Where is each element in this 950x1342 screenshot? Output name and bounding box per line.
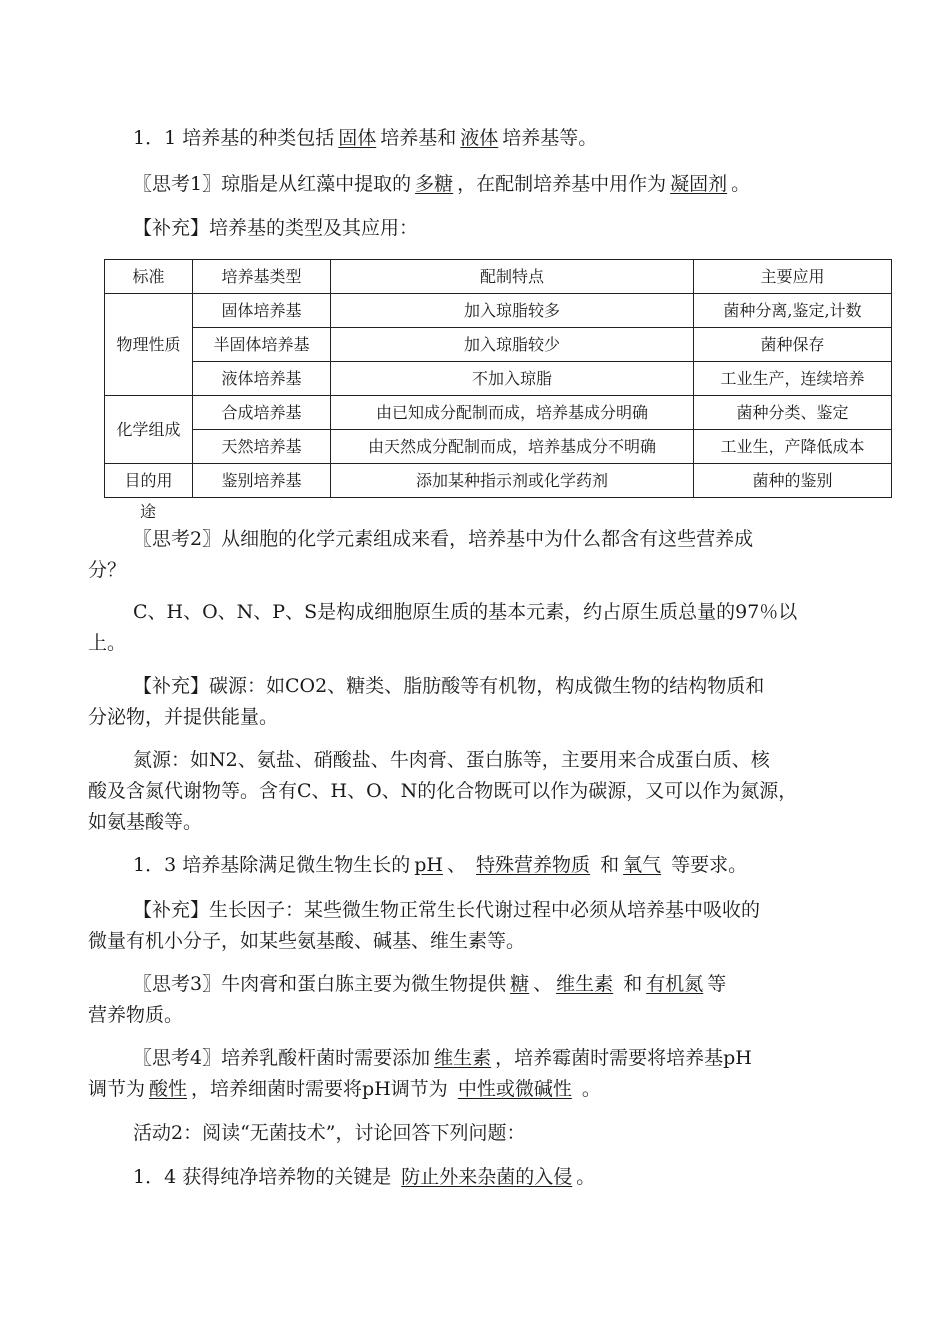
answer-prevent-contamination: 防止外来杂菌的入侵 (401, 1166, 573, 1188)
cell-use: 菌种分类、鉴定 (694, 396, 892, 430)
cell-type: 合成培养基 (193, 396, 331, 430)
answer-ph: pH (414, 854, 443, 876)
question-1-3 (133, 851, 747, 879)
think-4-line2 (88, 1075, 601, 1103)
supplement-medium-types: 【补充】培养基的类型及其应用： (133, 217, 419, 239)
cell-feature: 由已知成分配制而成，培养基成分明确 (331, 396, 694, 430)
header-application: 主要应用 (694, 260, 892, 294)
table-row (105, 430, 892, 464)
medium-types-table (104, 259, 892, 498)
think-2-line1: 〖思考2〗从细胞的化学元素组成来看，培养基中为什么都含有这些营养成 (133, 528, 754, 550)
table-row (105, 362, 892, 396)
answer-2-line2: 上。 (88, 632, 127, 654)
table-row (105, 396, 892, 430)
think4-mid: ，培养霉菌时需要将培养基pH (495, 1047, 752, 1069)
answer-acidic: 酸性 (149, 1078, 188, 1100)
answer-vitamin-2: 维生素 (434, 1047, 492, 1069)
cell-type: 天然培养基 (193, 430, 331, 464)
carbon-source-line1: 【补充】碳源：如CO2、糖类、脂肪酸等有机物，构成微生物的结构物质和 (133, 675, 765, 697)
cell-feature: 由天然成分配制而成，培养基成分不明确 (331, 430, 694, 464)
answer-liquid: 液体 (460, 127, 499, 149)
think3-sep1: 、 (533, 973, 553, 995)
group-purpose: 目的用 (105, 464, 193, 498)
answer-special-nutrients: 特殊营养物质 (476, 854, 591, 876)
carbon-source-line2: 分泌物，并提供能量。 (88, 706, 279, 728)
answer-2-line1: C、H、O、N、P、S是构成细胞原生质的基本元素，约占原生质总量的97％以 (133, 601, 798, 623)
q1-3-sep1: 、 (446, 854, 466, 876)
question-1-4 (133, 1163, 595, 1191)
cell-type: 液体培养基 (193, 362, 331, 396)
answer-solid: 固体 (338, 127, 377, 149)
q1-1-suffix: 培养基等。 (502, 127, 598, 149)
think3-suffix: 等 (707, 973, 727, 995)
answer-sugar: 糖 (510, 973, 530, 995)
q1-3-sep2: 和 (600, 854, 620, 876)
think3-sep2: 和 (623, 973, 643, 995)
cell-feature: 添加某种指示剂或化学药剂 (331, 464, 694, 498)
answer-organic-nitrogen: 有机氮 (646, 973, 704, 995)
nitrogen-source-line2: 酸及含氮代谢物等。含有C、H、O、N的化合物既可以作为碳源，又可以作为氮源， (88, 780, 798, 802)
q1-4-prefix: 1．4 获得纯净培养物的关键是 (133, 1166, 392, 1188)
cell-type: 鉴别培养基 (193, 464, 331, 498)
cell-feature: 加入琼脂较多 (331, 294, 694, 328)
nitrogen-source-line1: 氮源：如N2、氨盐、硝酸盐、牛肉膏、蛋白胨等，主要用来合成蛋白质、核 (133, 749, 770, 771)
think-3-line2: 营养物质。 (88, 1004, 184, 1026)
think3-prefix: 〖思考3〗牛肉膏和蛋白胨主要为微生物提供 (133, 973, 507, 995)
answer-vitamin: 维生素 (556, 973, 614, 995)
cell-type: 固体培养基 (193, 294, 331, 328)
answer-neutral-alkaline: 中性或微碱性 (457, 1078, 572, 1100)
q1-1-mid: 培养基和 (380, 127, 457, 149)
header-features: 配制特点 (331, 260, 694, 294)
question-1-1 (133, 124, 597, 152)
header-medium-type: 培养基类型 (193, 260, 331, 294)
cell-type: 半固体培养基 (193, 328, 331, 362)
q1-1-prefix: 1．1 培养基的种类包括 (133, 127, 335, 149)
table-row (105, 464, 892, 498)
answer-coagulant: 凝固剂 (670, 173, 728, 195)
think4-l2-prefix: 调节为 (88, 1078, 146, 1100)
answer-polysaccharide: 多糖 (415, 173, 454, 195)
table-row (105, 328, 892, 362)
q1-3-prefix: 1．3 培养基除满足微生物生长的 (133, 854, 411, 876)
table-row (105, 294, 892, 328)
cell-use: 工业生，产降低成本 (694, 430, 892, 464)
answer-oxygen: 氧气 (623, 854, 662, 876)
cell-use: 菌种保存 (694, 328, 892, 362)
q1-4-suffix: 。 (576, 1166, 596, 1188)
think-1 (133, 170, 750, 198)
think-4-line1 (133, 1044, 752, 1072)
cell-use: 菌种的鉴别 (694, 464, 892, 498)
group-physical: 物理性质 (105, 294, 193, 396)
cell-use: 工业生产，连续培养 (694, 362, 892, 396)
growth-factor-line2: 微量有机小分子，如某些氨基酸、碱基、维生素等。 (88, 930, 526, 952)
header-standard: 标准 (105, 260, 193, 294)
cell-feature: 不加入琼脂 (331, 362, 694, 396)
q1-3-suffix: 等要求。 (671, 854, 748, 876)
activity-2: 活动2：阅读“无菌技术”，讨论回答下列问题： (133, 1122, 526, 1144)
think1-mid: ，在配制培养基中用作为 (457, 173, 667, 195)
nitrogen-source-line3: 如氨基酸等。 (88, 811, 203, 833)
think-2-line2: 分？ (88, 559, 127, 581)
think4-l2-suffix: 。 (581, 1078, 601, 1100)
think1-prefix: 〖思考1〗琼脂是从红藻中提取的 (133, 173, 412, 195)
think4-l2-mid: ，培养细菌时需要将pH调节为 (191, 1078, 448, 1100)
group-chemical: 化学组成 (105, 396, 193, 464)
think1-suffix: 。 (731, 173, 751, 195)
think4-prefix: 〖思考4〗培养乳酸杆菌时需要添加 (133, 1047, 431, 1069)
cell-use: 菌种分离,鉴定,计数 (694, 294, 892, 328)
cell-feature: 加入琼脂较少 (331, 328, 694, 362)
table-header-row (105, 260, 892, 294)
group-purpose-overflow: 途 (140, 502, 157, 521)
think-3-line1 (133, 970, 726, 998)
growth-factor-line1: 【补充】生长因子：某些微生物正常生长代谢过程中必须从培养基中吸收的 (133, 899, 761, 921)
